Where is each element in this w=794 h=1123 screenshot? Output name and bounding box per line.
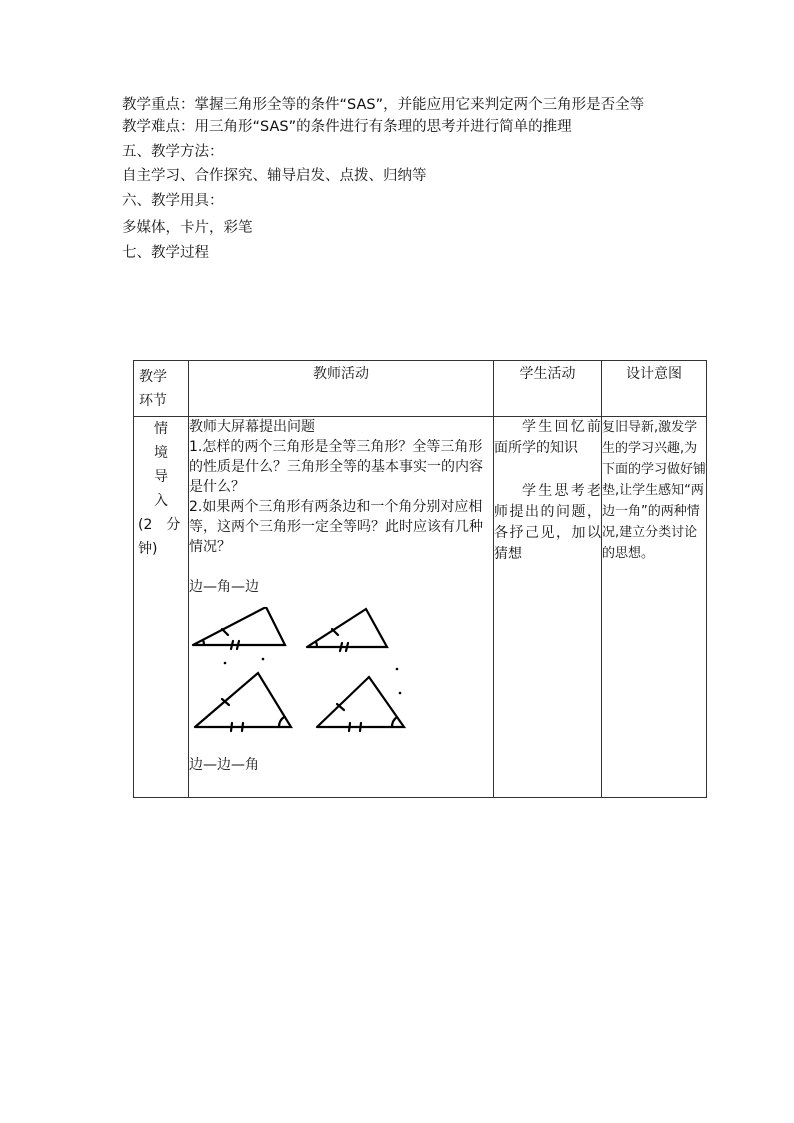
teacher-cell [189,417,494,798]
triangle-ssa-2 [317,677,404,731]
triangle-sas-1 [193,607,285,649]
teacher-question-2: 2.如果两个三角形有两条边和一个角分别对应相等，这两个三角形一定全等吗？此时应该有几种情况？ [189,499,483,555]
stage-duration-1: (2 分 [138,517,181,533]
triangle-sas-2 [307,609,387,651]
lesson-process-table [133,360,707,798]
design-cell [602,417,707,798]
case1-label: 边—角—边 [189,579,259,595]
table-header-row [134,361,707,417]
stage-duration-2: 钟) [138,541,158,557]
teacher-question-1: 1.怎样的两个三角形是全等三角形？全等三角形的性质是什么？三角形全等的基本事实一的内容是什么？ [189,439,483,495]
header-stage-line1: 教学 [139,369,167,385]
process-heading: 七、教学过程 [122,245,209,261]
header-design: 设计意图 [602,361,707,417]
teacher-title: 教师大屏幕提出问题 [189,419,315,435]
header-stage-line2: 环节 [139,393,167,409]
stage-cell [134,417,189,798]
tools-content: 多媒体，卡片，彩笔 [122,220,253,236]
key-points-line: 教学重点：掌握三角形全等的条件“SAS”，并能应用它来判定两个三角形是否全等 [122,97,645,113]
student-activity-1: 学生回忆前面所学的知识 [494,419,601,456]
tools-heading: 六、教学用具： [122,193,224,209]
header-stage [134,361,189,417]
stage-char: 情 [154,421,168,437]
method-content: 自主学习、合作探究、辅导启发、点拨、归纳等 [122,168,427,184]
table-row [134,417,707,798]
stage-char: 导 [154,469,168,485]
stage-char: 入 [154,493,168,509]
student-activity-2: 学生思考老师提出的问题，各抒己见，加以猜想 [494,483,601,562]
header-student: 学生活动 [494,361,602,417]
triangle-ssa-1 [195,673,291,731]
triangle-diagrams [189,607,429,745]
stage-char: 境 [154,445,168,461]
student-cell [494,417,602,798]
case2-label: 边—边—角 [189,757,259,773]
difficulties-line: 教学难点：用三角形“SAS”的条件进行有条理的思考并进行简单的推理 [122,119,572,135]
method-heading: 五、教学方法： [122,144,224,160]
design-intent: 复旧导新,激发学生的学习兴趣,为下面的学习做好铺垫,让学生感知“两边一角”的两种情况,建立分类讨论的思想。 [602,420,707,561]
header-teacher: 教师活动 [189,361,494,417]
